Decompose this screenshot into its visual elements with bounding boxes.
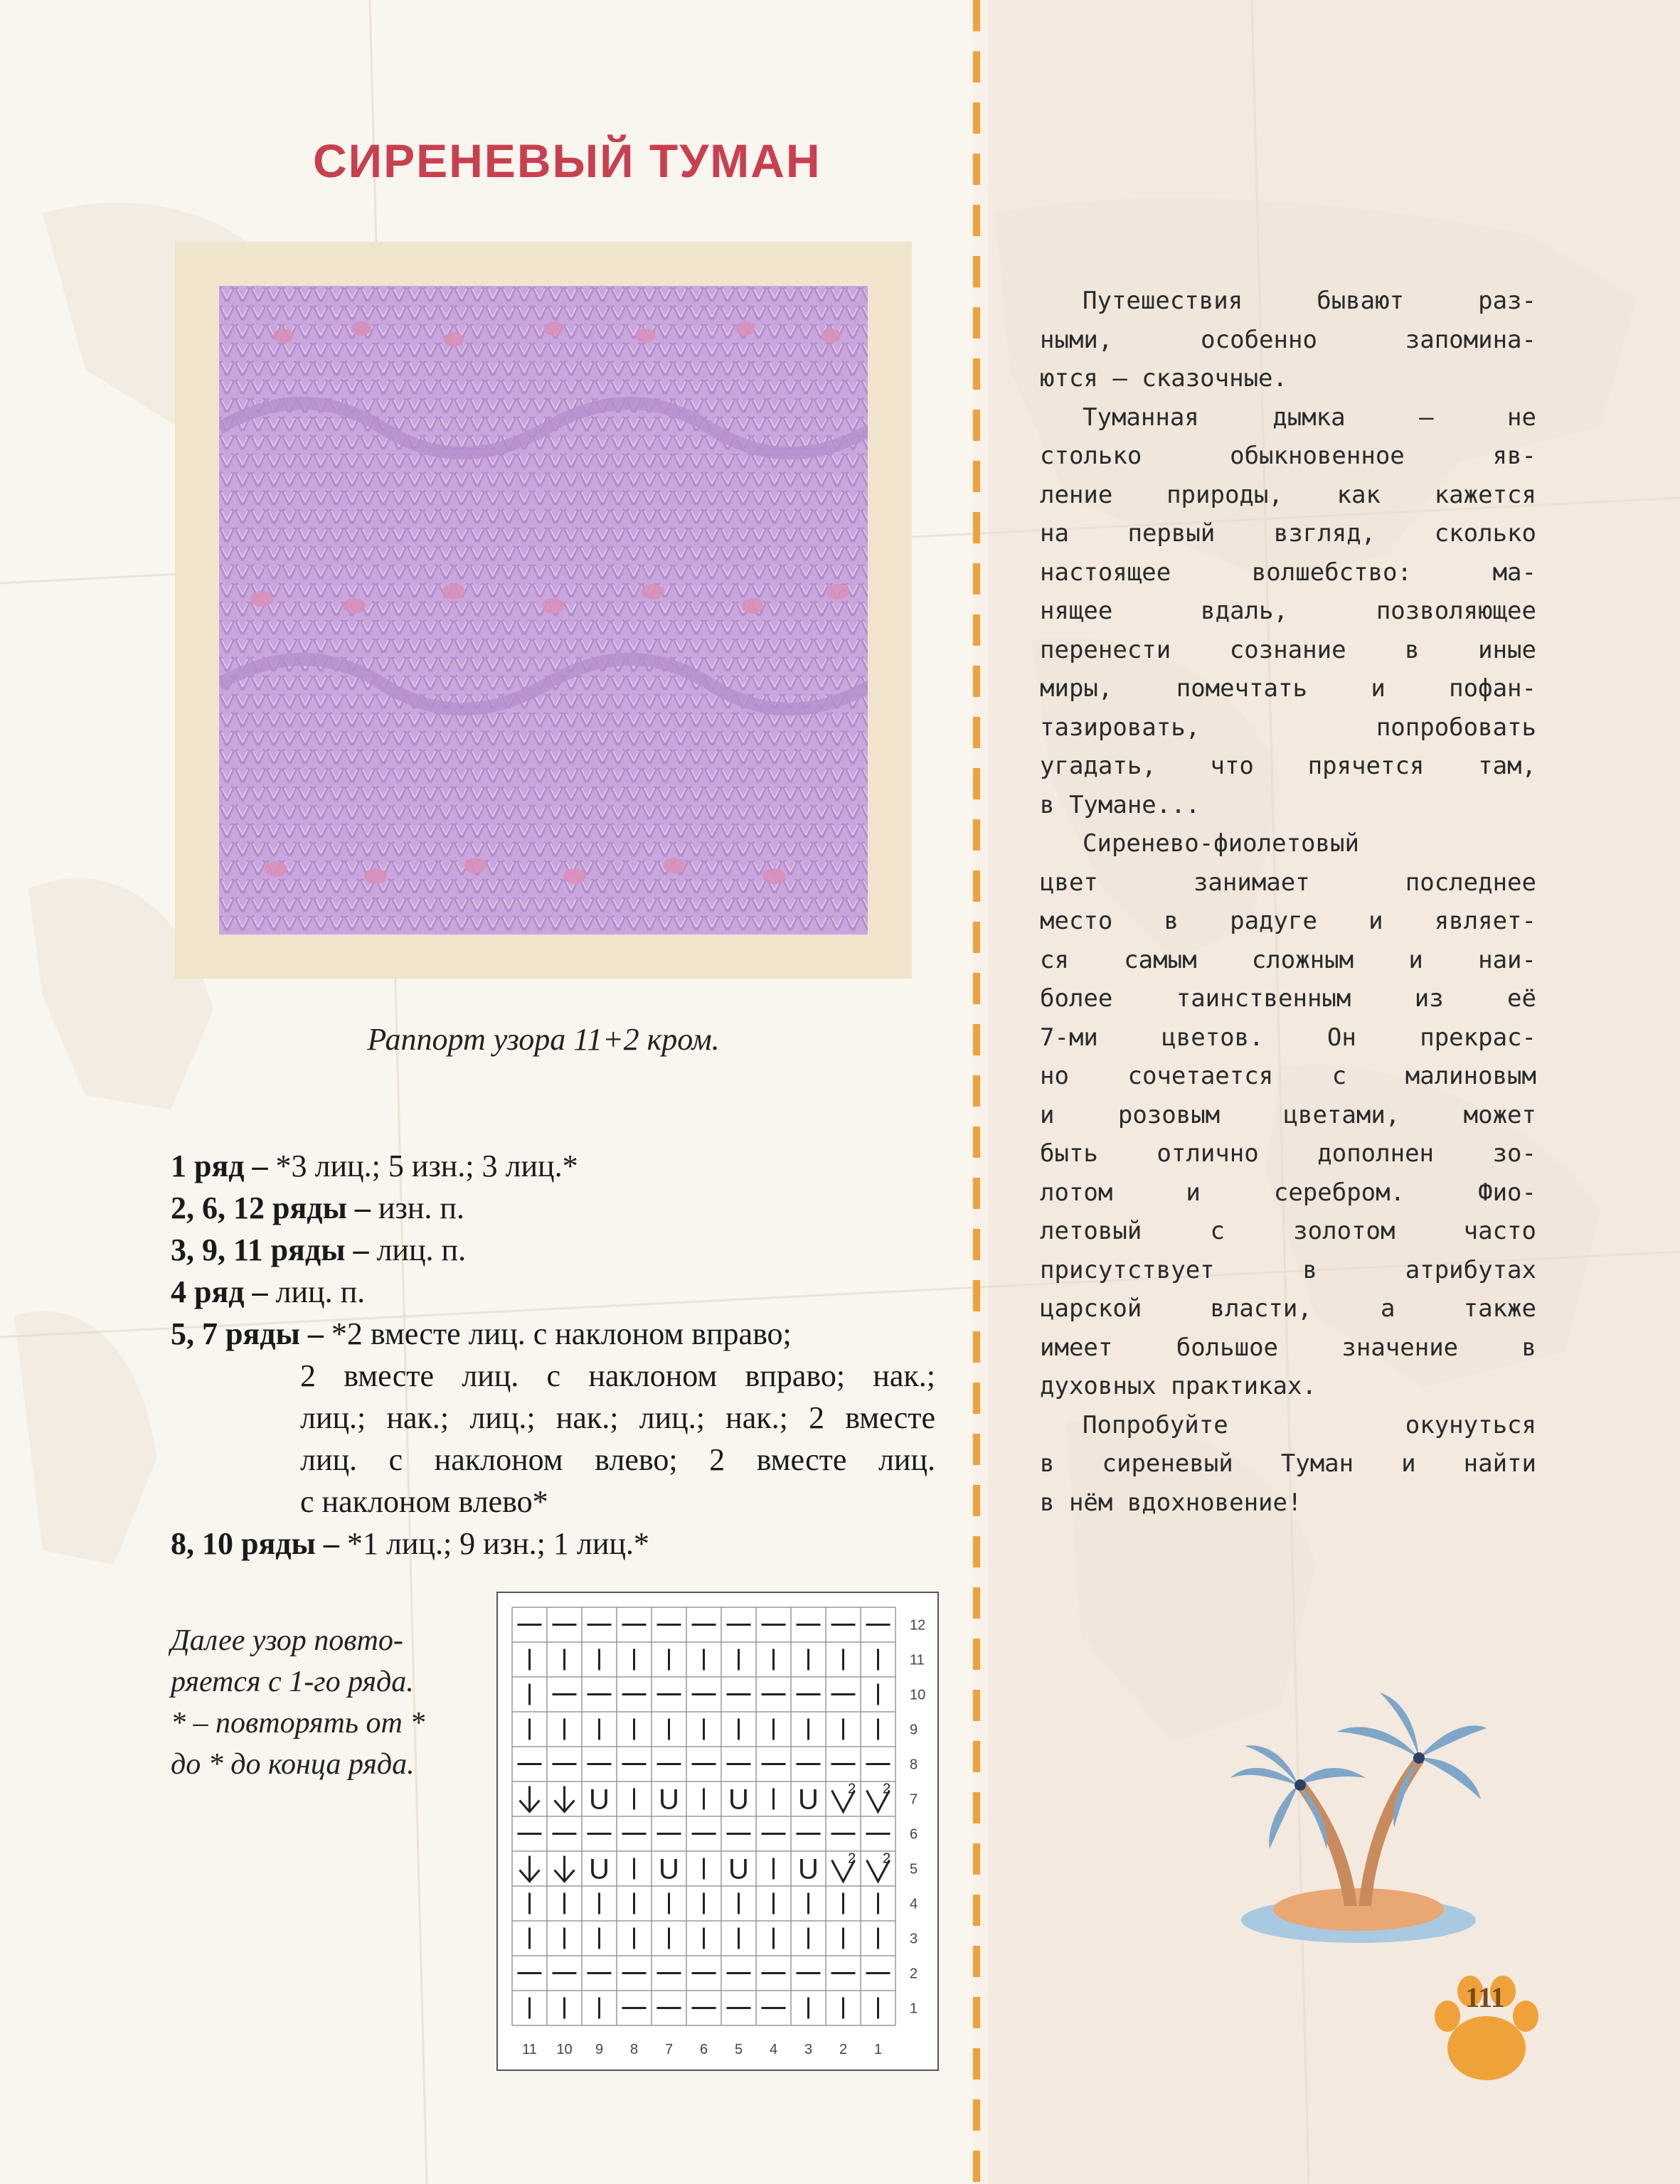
story-line: миры, помечтать и пофан-	[1040, 674, 1536, 703]
instruction-row-3: 3, 9, 11 ряды – лиц. п.	[171, 1232, 467, 1267]
story-line: цвет занимает последнее	[1040, 868, 1536, 897]
column-number-label: 2	[839, 2042, 848, 2057]
story-line: в нём вдохновение!	[1040, 1488, 1302, 1517]
story-line: ными, особенно запомина-	[1040, 325, 1536, 354]
column-number-label: 9	[595, 2042, 604, 2057]
row-number-label: 11	[910, 1652, 925, 1668]
stitch-count-label: 2	[882, 1850, 891, 1867]
row-number-label: 3	[910, 1931, 918, 1947]
story-line: на первый взгляд, сколько	[1040, 519, 1536, 548]
column-number-label: 10	[556, 2042, 573, 2057]
story-line: нящее вдаль, позволяющее	[1040, 597, 1536, 625]
instruction-continuation-line: с наклоном влево*	[300, 1484, 548, 1519]
story-line: 7-ми цветов. Он прекрас-	[1040, 1023, 1536, 1052]
story-line: Сиренево-фиолетовый	[1083, 829, 1359, 858]
story-line: летовый с золотом часто	[1040, 1217, 1536, 1245]
story-line: место в радуге и являет-	[1040, 907, 1536, 935]
instruction-row-6: 8, 10 ряды – *1 лиц.; 9 изн.; 1 лиц.*	[171, 1526, 649, 1561]
column-number-label: 7	[664, 2042, 674, 2057]
row-number-label: 12	[910, 1617, 926, 1634]
column-number-label: 6	[699, 2042, 708, 2057]
stitch-count-label: 2	[882, 1781, 891, 1797]
yarn-over-symbol: U	[798, 1784, 819, 1816]
yarn-over-symbol: U	[659, 1853, 679, 1885]
column-number-label: 11	[522, 2042, 537, 2057]
column-number-label: 4	[769, 2042, 778, 2057]
row-number-label: 5	[910, 1861, 918, 1877]
story-line: духовных практиках.	[1040, 1372, 1317, 1400]
story-line: столько обыкновенное яв-	[1040, 442, 1536, 470]
story-line: лотом и серебром. Фио-	[1040, 1178, 1536, 1207]
story-line: ление природы, как кажется	[1040, 480, 1536, 509]
instruction-row-2: 2, 6, 12 ряды – изн. п.	[171, 1190, 464, 1225]
story-line: в сиреневый Туман и найти	[1040, 1449, 1536, 1478]
column-number-label: 3	[804, 2042, 813, 2057]
yarn-over-symbol: U	[659, 1784, 679, 1816]
stitch-count-label: 2	[847, 1781, 856, 1797]
row-number-label: 6	[910, 1826, 918, 1843]
yarn-over-symbol: U	[589, 1784, 610, 1816]
story-line: Попробуйте окунуться	[1083, 1410, 1536, 1439]
instruction-row-1: 1 ряд – *3 лиц.; 5 изн.; 3 лиц.*	[171, 1149, 578, 1183]
story-line: Путешествия бывают раз-	[1083, 287, 1536, 315]
row-number-label: 8	[910, 1757, 918, 1773]
note-line: * – повторять от *	[171, 1707, 425, 1740]
story-line: ются – сказочные.	[1040, 364, 1287, 393]
yarn-over-symbol: U	[589, 1853, 610, 1885]
story-line: в Тумане...	[1040, 790, 1201, 819]
yarn-over-symbol: U	[728, 1853, 749, 1885]
story-line: присутствует в атрибутах	[1040, 1255, 1536, 1284]
page-title: СИРЕНЕВЫЙ ТУМАН	[313, 134, 822, 187]
pattern-repeat-caption: Раппорт узора 11+2 кром.	[367, 1022, 720, 1057]
note-line: ряется с 1-го ряда.	[171, 1666, 414, 1698]
instruction-row-5: 5, 7 ряды – *2 вместе лиц. с наклоном вправо;	[171, 1316, 792, 1351]
row-number-label: 1	[910, 2001, 918, 2017]
instruction-continuation-line: лиц.; нак.; лиц.; нак.; лиц.; нак.; 2 вместе	[300, 1400, 935, 1435]
story-line: угадать, что прячется там,	[1040, 752, 1536, 780]
stitch-count-label: 2	[847, 1850, 856, 1867]
page-number: 111	[1465, 1981, 1505, 2013]
note-line: до * до конца ряда.	[171, 1748, 415, 1781]
story-text	[1040, 282, 1536, 1522]
story-line: более таинственным из её	[1040, 984, 1536, 1013]
knitting-chart-grid	[496, 1592, 939, 2071]
story-line: ся самым сложным и наи-	[1040, 945, 1536, 974]
story-line: быть отлично дополнен зо-	[1040, 1139, 1536, 1168]
yarn-over-symbol: U	[728, 1784, 749, 1816]
row-number-label: 10	[910, 1687, 926, 1703]
page-divider	[973, 0, 980, 2184]
knitted-swatch-photo	[219, 286, 868, 934]
story-line: тазировать, попробовать	[1040, 713, 1536, 742]
row-instructions	[171, 1145, 935, 1565]
column-number-label: 8	[629, 2042, 639, 2057]
note-line: Далее узор повто-	[171, 1624, 403, 1657]
column-number-label: 1	[873, 2042, 883, 2057]
instruction-continuation-line: лиц. с наклоном влево; 2 вместе лиц.	[300, 1442, 935, 1477]
story-line: царской власти, а также	[1040, 1294, 1536, 1323]
column-number-label: 5	[734, 2042, 743, 2057]
repeat-note	[171, 1620, 469, 1785]
story-line: перенести сознание в иные	[1040, 635, 1536, 664]
story-line: но сочетается с малиновым	[1040, 1062, 1536, 1090]
row-number-label: 2	[910, 1966, 918, 1982]
knitting-chart	[496, 1592, 939, 2071]
instruction-continuation-line: 2 вместе лиц. с наклоном вправо; нак.;	[300, 1358, 935, 1393]
story-line: Туманная дымка – не	[1083, 403, 1536, 432]
row-number-label: 4	[910, 1896, 918, 1912]
yarn-over-symbol: U	[798, 1853, 819, 1885]
palm-island-icon	[1230, 1678, 1487, 1949]
story-line: имеет большое значение в	[1040, 1333, 1536, 1362]
row-number-label: 9	[910, 1722, 918, 1738]
story-line: настоящее волшебство: ма-	[1040, 558, 1536, 587]
story-line: и розовым цветами, может	[1040, 1100, 1536, 1129]
instruction-row-4: 4 ряд – лиц. п.	[171, 1274, 366, 1309]
row-number-label: 7	[910, 1791, 918, 1808]
